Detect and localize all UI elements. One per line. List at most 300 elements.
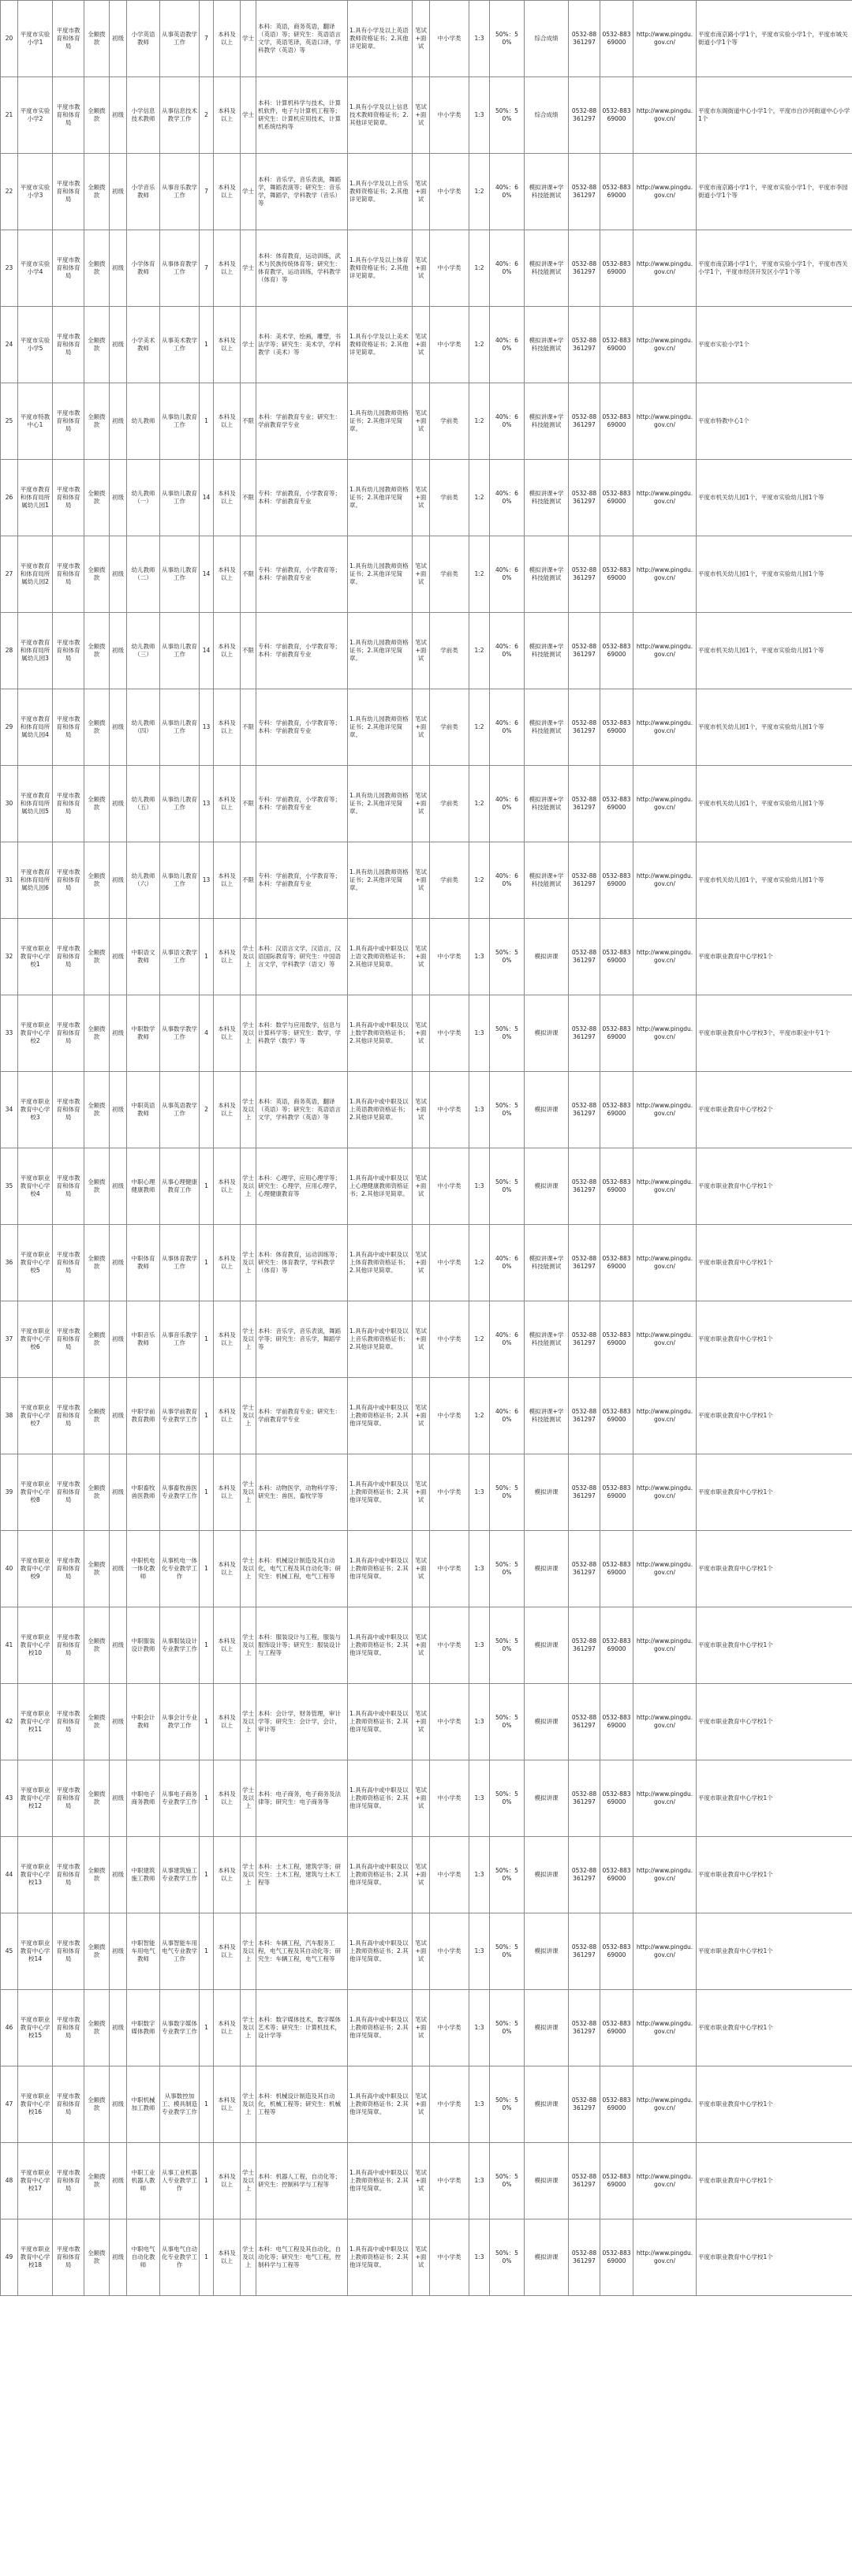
requirement-cell: 1.具有幼儿园教师资格证书；2.其他详见简章。 <box>348 383 413 460</box>
interview-ratio-cell: 1:2 <box>469 1225 490 1301</box>
website-cell: http://www.pingdu.gov.cn/ <box>633 1148 697 1225</box>
exam-category-cell: 学前类 <box>430 842 469 919</box>
major-cell: 本科：电子商务，电子商务及法律等；研究生：电子商务等 <box>256 1760 348 1837</box>
website-cell: http://www.pingdu.gov.cn/ <box>633 1837 697 1913</box>
supervise-phone-cell: 0532-88369000 <box>600 77 633 154</box>
funding-type-cell: 全额拨款 <box>84 1990 110 2066</box>
website-cell: http://www.pingdu.gov.cn/ <box>633 383 697 460</box>
education-cell: 本科及以上 <box>214 689 241 766</box>
post-level-cell: 初级 <box>110 536 127 613</box>
table-row <box>1 536 852 613</box>
website-cell: http://www.pingdu.gov.cn/ <box>633 1072 697 1148</box>
hiring-count-cell: 1 <box>200 1913 214 1990</box>
requirement-cell: 1.具有小学及以上美术教师资格证书；2.其他详见简章。 <box>348 307 413 383</box>
interview-ratio-cell: 1:2 <box>469 613 490 689</box>
score-weight-cell: 40%：60% <box>490 1225 525 1301</box>
degree-cell: 学士 <box>241 230 256 307</box>
consult-phone-cell: 0532-88361297 <box>569 1684 600 1760</box>
score-weight-cell: 50%：50% <box>490 1 525 77</box>
website-cell: http://www.pingdu.gov.cn/ <box>633 995 697 1072</box>
row-number-cell: 40 <box>1 1531 18 1607</box>
note-cell: 平度市特教中心1个 <box>697 383 852 460</box>
interview-mode-cell: 模拟讲课+学科技能测试 <box>525 230 569 307</box>
note-cell: 平度市职业教育中心学校1个 <box>697 1990 852 2066</box>
exam-category-cell: 中小学类 <box>430 2219 469 2296</box>
consult-phone-cell: 0532-88361297 <box>569 613 600 689</box>
hiring-count-cell: 4 <box>200 995 214 1072</box>
note-cell: 平度市机关幼儿园1个，平度市实验幼儿园1个等 <box>697 613 852 689</box>
exam-form-cell: 笔试+面试 <box>413 536 430 613</box>
exam-category-cell: 学前类 <box>430 383 469 460</box>
unit-name-cell: 平度市职业教育中心学校4 <box>18 1148 53 1225</box>
post-name-cell: 中职学前教育教师 <box>127 1378 160 1454</box>
post-level-cell: 初级 <box>110 1072 127 1148</box>
major-cell: 本科：英语，商务英语，翻译（英语）等；研究生：英语语言文学，英语笔译，英语口译，学科教学（英语）等 <box>256 1 348 77</box>
requirement-cell: 1.具有高中或中职及以上教师资格证书；2.其他详见简章。 <box>348 1990 413 2066</box>
funding-type-cell: 全额拨款 <box>84 460 110 536</box>
degree-cell: 学士及以上 <box>241 2143 256 2219</box>
hiring-count-cell: 1 <box>200 1454 214 1531</box>
post-name-cell: 中职音乐教师 <box>127 1301 160 1378</box>
exam-category-cell: 中小学类 <box>430 1607 469 1684</box>
note-cell: 平度市职业教育中心学校1个 <box>697 1531 852 1607</box>
table-row <box>1 919 852 995</box>
funding-type-cell: 全额拨款 <box>84 307 110 383</box>
department-cell: 平度市教育和体育局 <box>53 307 84 383</box>
education-cell: 本科及以上 <box>214 383 241 460</box>
score-weight-cell: 50%：50% <box>490 1072 525 1148</box>
note-cell: 平度市职业教育中心学校1个 <box>697 1225 852 1301</box>
major-cell: 本科：动物医学，动物科学等；研究生：兽医，畜牧学等 <box>256 1454 348 1531</box>
post-level-cell: 初级 <box>110 1 127 77</box>
exam-category-cell: 中小学类 <box>430 77 469 154</box>
website-cell: http://www.pingdu.gov.cn/ <box>633 460 697 536</box>
exam-category-cell: 中小学类 <box>430 1148 469 1225</box>
consult-phone-cell: 0532-88361297 <box>569 1301 600 1378</box>
consult-phone-cell: 0532-88361297 <box>569 77 600 154</box>
supervise-phone-cell: 0532-88369000 <box>600 766 633 842</box>
education-cell: 本科及以上 <box>214 1225 241 1301</box>
website-cell: http://www.pingdu.gov.cn/ <box>633 77 697 154</box>
supervise-phone-cell: 0532-88369000 <box>600 613 633 689</box>
hiring-count-cell: 1 <box>200 1837 214 1913</box>
education-cell: 本科及以上 <box>214 230 241 307</box>
supervise-phone-cell: 0532-88369000 <box>600 1378 633 1454</box>
consult-phone-cell: 0532-88361297 <box>569 995 600 1072</box>
row-number-cell: 45 <box>1 1913 18 1990</box>
score-weight-cell: 40%：60% <box>490 613 525 689</box>
post-duty-cell: 从事会计专业教学工作 <box>160 1684 200 1760</box>
website-cell: http://www.pingdu.gov.cn/ <box>633 689 697 766</box>
department-cell: 平度市教育和体育局 <box>53 536 84 613</box>
funding-type-cell: 全额拨款 <box>84 2066 110 2143</box>
post-duty-cell: 从事音乐教学工作 <box>160 1301 200 1378</box>
row-number-cell: 32 <box>1 919 18 995</box>
post-duty-cell: 从事语文教学工作 <box>160 919 200 995</box>
post-duty-cell: 从事电子商务专业教学工作 <box>160 1760 200 1837</box>
exam-form-cell: 笔试+面试 <box>413 842 430 919</box>
funding-type-cell: 全额拨款 <box>84 1607 110 1684</box>
degree-cell: 学士及以上 <box>241 2066 256 2143</box>
table-row <box>1 2219 852 2296</box>
post-duty-cell: 从事畜牧兽医专业教学工作 <box>160 1454 200 1531</box>
degree-cell: 学士及以上 <box>241 1148 256 1225</box>
score-weight-cell: 50%：50% <box>490 919 525 995</box>
interview-mode-cell: 模拟讲课 <box>525 1531 569 1607</box>
funding-type-cell: 全额拨款 <box>84 1531 110 1607</box>
exam-form-cell: 笔试+面试 <box>413 1148 430 1225</box>
funding-type-cell: 全额拨款 <box>84 2143 110 2219</box>
exam-category-cell: 学前类 <box>430 460 469 536</box>
degree-cell: 不限 <box>241 536 256 613</box>
table-row <box>1 77 852 154</box>
note-cell: 平度市机关幼儿园1个，平度市实验幼儿园1个等 <box>697 842 852 919</box>
interview-ratio-cell: 1:3 <box>469 1 490 77</box>
education-cell: 本科及以上 <box>214 2066 241 2143</box>
table-row <box>1 1913 852 1990</box>
degree-cell: 学士 <box>241 154 256 230</box>
unit-name-cell: 平度市职业教育中心学校17 <box>18 2143 53 2219</box>
interview-mode-cell: 模拟讲课 <box>525 1607 569 1684</box>
interview-mode-cell: 模拟讲课 <box>525 1072 569 1148</box>
department-cell: 平度市教育和体育局 <box>53 1684 84 1760</box>
unit-name-cell: 平度市职业教育中心学校3 <box>18 1072 53 1148</box>
score-weight-cell: 50%：50% <box>490 1684 525 1760</box>
post-level-cell: 初级 <box>110 1760 127 1837</box>
post-duty-cell: 从事智能车用电气专业教学工作 <box>160 1913 200 1990</box>
consult-phone-cell: 0532-88361297 <box>569 1531 600 1607</box>
row-number-cell: 30 <box>1 766 18 842</box>
exam-form-cell: 笔试+面试 <box>413 1531 430 1607</box>
department-cell: 平度市教育和体育局 <box>53 1760 84 1837</box>
education-cell: 本科及以上 <box>214 1913 241 1990</box>
post-level-cell: 初级 <box>110 230 127 307</box>
consult-phone-cell: 0532-88361297 <box>569 1378 600 1454</box>
post-duty-cell: 从事信息技术教学工作 <box>160 77 200 154</box>
note-cell: 平度市职业教育中心学校1个 <box>697 1760 852 1837</box>
consult-phone-cell: 0532-88361297 <box>569 383 600 460</box>
funding-type-cell: 全额拨款 <box>84 1225 110 1301</box>
funding-type-cell: 全额拨款 <box>84 689 110 766</box>
requirement-cell: 1.具有高中或中职及以上英语教师资格证书；2.其他详见简章。 <box>348 1072 413 1148</box>
post-level-cell: 初级 <box>110 307 127 383</box>
degree-cell: 学士及以上 <box>241 1684 256 1760</box>
post-name-cell: 幼儿教师（二） <box>127 536 160 613</box>
supervise-phone-cell: 0532-88369000 <box>600 1760 633 1837</box>
post-level-cell: 初级 <box>110 383 127 460</box>
department-cell: 平度市教育和体育局 <box>53 842 84 919</box>
note-cell: 平度市职业教育中心学校1个 <box>697 1148 852 1225</box>
major-cell: 本科：音乐学，音乐表演，舞蹈学等；研究生：音乐学，舞蹈学等 <box>256 1301 348 1378</box>
degree-cell: 学士及以上 <box>241 1378 256 1454</box>
consult-phone-cell: 0532-88361297 <box>569 154 600 230</box>
major-cell: 专科：学前教育，小学教育等；本科：学前教育专业 <box>256 766 348 842</box>
post-duty-cell: 从事幼儿教育工作 <box>160 842 200 919</box>
major-cell: 本科：机械设计制造及其自动化，机械工程等；研究生：机械工程等 <box>256 2066 348 2143</box>
department-cell: 平度市教育和体育局 <box>53 1225 84 1301</box>
unit-name-cell: 平度市实验小学4 <box>18 230 53 307</box>
interview-ratio-cell: 1:3 <box>469 1913 490 1990</box>
post-level-cell: 初级 <box>110 766 127 842</box>
consult-phone-cell: 0532-88361297 <box>569 1607 600 1684</box>
supervise-phone-cell: 0532-88369000 <box>600 383 633 460</box>
post-duty-cell: 从事心理健康教育工作 <box>160 1148 200 1225</box>
post-duty-cell: 从事服装设计专业教学工作 <box>160 1607 200 1684</box>
post-level-cell: 初级 <box>110 77 127 154</box>
major-cell: 本科：数学与应用数学，信息与计算科学等；研究生：数学，学科教学（数学）等 <box>256 995 348 1072</box>
website-cell: http://www.pingdu.gov.cn/ <box>633 1684 697 1760</box>
table-row <box>1 1990 852 2066</box>
interview-ratio-cell: 1:2 <box>469 536 490 613</box>
exam-category-cell: 中小学类 <box>430 1378 469 1454</box>
funding-type-cell: 全额拨款 <box>84 1684 110 1760</box>
requirement-cell: 1.具有高中或中职及以上教师资格证书；2.其他详见简章。 <box>348 2143 413 2219</box>
unit-name-cell: 平度市职业教育中心学校11 <box>18 1684 53 1760</box>
note-cell: 平度市机关幼儿园1个，平度市实验幼儿园1个等 <box>697 766 852 842</box>
post-name-cell: 中职畜牧兽医教师 <box>127 1454 160 1531</box>
unit-name-cell: 平度市职业教育中心学校9 <box>18 1531 53 1607</box>
score-weight-cell: 40%：60% <box>490 460 525 536</box>
exam-category-cell: 中小学类 <box>430 1531 469 1607</box>
interview-mode-cell: 模拟讲课 <box>525 1454 569 1531</box>
major-cell: 专科：学前教育，小学教育等；本科：学前教育专业 <box>256 842 348 919</box>
exam-form-cell: 笔试+面试 <box>413 154 430 230</box>
department-cell: 平度市教育和体育局 <box>53 1837 84 1913</box>
major-cell: 本科：心理学，应用心理学等；研究生：心理学，应用心理学，心理健康教育等 <box>256 1148 348 1225</box>
interview-mode-cell: 模拟讲课 <box>525 1760 569 1837</box>
exam-form-cell: 笔试+面试 <box>413 1990 430 2066</box>
post-level-cell: 初级 <box>110 1378 127 1454</box>
row-number-cell: 41 <box>1 1607 18 1684</box>
interview-mode-cell: 模拟讲课+学科技能测试 <box>525 536 569 613</box>
row-number-cell: 49 <box>1 2219 18 2296</box>
supervise-phone-cell: 0532-88369000 <box>600 995 633 1072</box>
unit-name-cell: 平度市实验小学2 <box>18 77 53 154</box>
unit-name-cell: 平度市职业教育中心学校12 <box>18 1760 53 1837</box>
hiring-count-cell: 1 <box>200 1148 214 1225</box>
hiring-count-cell: 2 <box>200 1072 214 1148</box>
interview-mode-cell: 模拟讲课 <box>525 2219 569 2296</box>
exam-category-cell: 中小学类 <box>430 1301 469 1378</box>
post-duty-cell: 从事工业机器人专业教学工作 <box>160 2143 200 2219</box>
exam-category-cell: 学前类 <box>430 536 469 613</box>
major-cell: 本科：美术学，绘画，雕塑，书法学等；研究生：美术学，学科教学（美术）等 <box>256 307 348 383</box>
interview-ratio-cell: 1:2 <box>469 383 490 460</box>
degree-cell: 学士 <box>241 307 256 383</box>
unit-name-cell: 平度市教育和体育局所属幼儿园1 <box>18 460 53 536</box>
requirement-cell: 1.具有幼儿园教师资格证书；2.其他详见简章。 <box>348 613 413 689</box>
requirement-cell: 1.具有小学及以上英语教师资格证书；2.其他详见简章。 <box>348 1 413 77</box>
website-cell: http://www.pingdu.gov.cn/ <box>633 1 697 77</box>
post-name-cell: 幼儿教师（四） <box>127 689 160 766</box>
interview-ratio-cell: 1:3 <box>469 1607 490 1684</box>
website-cell: http://www.pingdu.gov.cn/ <box>633 1454 697 1531</box>
post-name-cell: 小学信息技术教师 <box>127 77 160 154</box>
row-number-cell: 27 <box>1 536 18 613</box>
consult-phone-cell: 0532-88361297 <box>569 1990 600 2066</box>
row-number-cell: 46 <box>1 1990 18 2066</box>
education-cell: 本科及以上 <box>214 919 241 995</box>
major-cell: 专科：学前教育，小学教育等；本科：学前教育专业 <box>256 689 348 766</box>
funding-type-cell: 全额拨款 <box>84 77 110 154</box>
interview-mode-cell: 模拟讲课+学科技能测试 <box>525 1301 569 1378</box>
website-cell: http://www.pingdu.gov.cn/ <box>633 919 697 995</box>
interview-mode-cell: 模拟讲课 <box>525 1913 569 1990</box>
exam-form-cell: 笔试+面试 <box>413 383 430 460</box>
post-duty-cell: 从事英语教学工作 <box>160 1 200 77</box>
interview-mode-cell: 模拟讲课+学科技能测试 <box>525 842 569 919</box>
requirement-cell: 1.具有高中或中职及以上教师资格证书；2.其他详见简章。 <box>348 2066 413 2143</box>
funding-type-cell: 全额拨款 <box>84 1378 110 1454</box>
interview-ratio-cell: 1:3 <box>469 1990 490 2066</box>
degree-cell: 学士及以上 <box>241 1837 256 1913</box>
education-cell: 本科及以上 <box>214 1 241 77</box>
post-level-cell: 初级 <box>110 1531 127 1607</box>
requirement-cell: 1.具有幼儿园教师资格证书；2.其他详见简章。 <box>348 460 413 536</box>
department-cell: 平度市教育和体育局 <box>53 2066 84 2143</box>
website-cell: http://www.pingdu.gov.cn/ <box>633 1225 697 1301</box>
row-number-cell: 21 <box>1 77 18 154</box>
score-weight-cell: 40%：60% <box>490 766 525 842</box>
website-cell: http://www.pingdu.gov.cn/ <box>633 1760 697 1837</box>
post-name-cell: 中职英语教师 <box>127 1072 160 1148</box>
exam-form-cell: 笔试+面试 <box>413 1760 430 1837</box>
unit-name-cell: 平度市职业教育中心学校16 <box>18 2066 53 2143</box>
table-row <box>1 460 852 536</box>
post-name-cell: 中职数字媒体教师 <box>127 1990 160 2066</box>
department-cell: 平度市教育和体育局 <box>53 919 84 995</box>
consult-phone-cell: 0532-88361297 <box>569 2219 600 2296</box>
row-number-cell: 43 <box>1 1760 18 1837</box>
department-cell: 平度市教育和体育局 <box>53 2219 84 2296</box>
post-duty-cell: 从事数控加工、模具制造专业教学工作 <box>160 2066 200 2143</box>
requirement-cell: 1.具有幼儿园教师资格证书；2.其他详见简章。 <box>348 536 413 613</box>
requirement-cell: 1.具有小学及以上信息技术教师资格证书；2.其他详见简章。 <box>348 77 413 154</box>
consult-phone-cell: 0532-88361297 <box>569 689 600 766</box>
education-cell: 本科及以上 <box>214 1148 241 1225</box>
interview-ratio-cell: 1:3 <box>469 2066 490 2143</box>
hiring-count-cell: 1 <box>200 2219 214 2296</box>
score-weight-cell: 40%：60% <box>490 154 525 230</box>
department-cell: 平度市教育和体育局 <box>53 1990 84 2066</box>
major-cell: 专科：学前教育，小学教育等；本科：学前教育专业 <box>256 460 348 536</box>
hiring-count-cell: 13 <box>200 689 214 766</box>
funding-type-cell: 全额拨款 <box>84 1301 110 1378</box>
supervise-phone-cell: 0532-88369000 <box>600 460 633 536</box>
supervise-phone-cell: 0532-88369000 <box>600 1 633 77</box>
major-cell: 本科：计算机科学与技术，计算机软件，电子与计算机工程等；研究生：计算机应用技术，计算机系统结构等 <box>256 77 348 154</box>
interview-mode-cell: 模拟讲课+学科技能测试 <box>525 689 569 766</box>
major-cell: 本科：音乐学，音乐表演，舞蹈学，舞蹈表演等；研究生：音乐学，舞蹈学，学科教学（音乐）等 <box>256 154 348 230</box>
consult-phone-cell: 0532-88361297 <box>569 536 600 613</box>
exam-form-cell: 笔试+面试 <box>413 1454 430 1531</box>
website-cell: http://www.pingdu.gov.cn/ <box>633 2219 697 2296</box>
interview-ratio-cell: 1:3 <box>469 1072 490 1148</box>
interview-mode-cell: 模拟讲课 <box>525 2066 569 2143</box>
department-cell: 平度市教育和体育局 <box>53 1913 84 1990</box>
interview-mode-cell: 模拟讲课+学科技能测试 <box>525 460 569 536</box>
department-cell: 平度市教育和体育局 <box>53 2143 84 2219</box>
consult-phone-cell: 0532-88361297 <box>569 1760 600 1837</box>
post-duty-cell: 从事体育教学工作 <box>160 230 200 307</box>
supervise-phone-cell: 0532-88369000 <box>600 1225 633 1301</box>
exam-form-cell: 笔试+面试 <box>413 995 430 1072</box>
department-cell: 平度市教育和体育局 <box>53 460 84 536</box>
supervise-phone-cell: 0532-88369000 <box>600 536 633 613</box>
row-number-cell: 38 <box>1 1378 18 1454</box>
unit-name-cell: 平度市职业教育中心学校14 <box>18 1913 53 1990</box>
score-weight-cell: 50%：50% <box>490 1531 525 1607</box>
website-cell: http://www.pingdu.gov.cn/ <box>633 1531 697 1607</box>
education-cell: 本科及以上 <box>214 1531 241 1607</box>
post-level-cell: 初级 <box>110 2219 127 2296</box>
unit-name-cell: 平度市特教中心1 <box>18 383 53 460</box>
post-level-cell: 初级 <box>110 1225 127 1301</box>
post-duty-cell: 从事数学教学工作 <box>160 995 200 1072</box>
note-cell: 平度市东阁街道中心小学1个，平度市白沙河街道中心小学1个 <box>697 77 852 154</box>
degree-cell: 不限 <box>241 766 256 842</box>
unit-name-cell: 平度市职业教育中心学校18 <box>18 2219 53 2296</box>
funding-type-cell: 全额拨款 <box>84 154 110 230</box>
exam-category-cell: 中小学类 <box>430 995 469 1072</box>
funding-type-cell: 全额拨款 <box>84 1913 110 1990</box>
score-weight-cell: 50%：50% <box>490 2143 525 2219</box>
degree-cell: 不限 <box>241 842 256 919</box>
table-row <box>1 995 852 1072</box>
post-level-cell: 初级 <box>110 2143 127 2219</box>
major-cell: 本科：学前教育专业；研究生：学前教育学专业 <box>256 1378 348 1454</box>
hiring-count-cell: 7 <box>200 230 214 307</box>
row-number-cell: 36 <box>1 1225 18 1301</box>
post-name-cell: 小学英语教师 <box>127 1 160 77</box>
row-number-cell: 22 <box>1 154 18 230</box>
post-duty-cell: 从事数字媒体专业教学工作 <box>160 1990 200 2066</box>
education-cell: 本科及以上 <box>214 460 241 536</box>
post-name-cell: 小学美术教师 <box>127 307 160 383</box>
exam-form-cell: 笔试+面试 <box>413 1837 430 1913</box>
education-cell: 本科及以上 <box>214 1301 241 1378</box>
note-cell: 平度市机关幼儿园1个，平度市实验幼儿园1个等 <box>697 536 852 613</box>
note-cell: 平度市实验小学1个 <box>697 307 852 383</box>
website-cell: http://www.pingdu.gov.cn/ <box>633 2066 697 2143</box>
department-cell: 平度市教育和体育局 <box>53 1 84 77</box>
supervise-phone-cell: 0532-88369000 <box>600 1607 633 1684</box>
interview-mode-cell: 模拟讲课 <box>525 1684 569 1760</box>
score-weight-cell: 50%：50% <box>490 1913 525 1990</box>
supervise-phone-cell: 0532-88369000 <box>600 1990 633 2066</box>
hiring-count-cell: 13 <box>200 766 214 842</box>
education-cell: 本科及以上 <box>214 1760 241 1837</box>
supervise-phone-cell: 0532-88369000 <box>600 2066 633 2143</box>
supervise-phone-cell: 0532-88369000 <box>600 1837 633 1913</box>
website-cell: http://www.pingdu.gov.cn/ <box>633 307 697 383</box>
post-name-cell: 中职建筑施工教师 <box>127 1837 160 1913</box>
hiring-count-cell: 1 <box>200 1760 214 1837</box>
note-cell: 平度市机关幼儿园1个，平度市实验幼儿园1个等 <box>697 689 852 766</box>
hiring-count-cell: 1 <box>200 1301 214 1378</box>
interview-mode-cell: 模拟讲课 <box>525 1148 569 1225</box>
department-cell: 平度市教育和体育局 <box>53 995 84 1072</box>
requirement-cell: 1.具有高中或中职及以上教师资格证书；2.其他详见简章。 <box>348 1837 413 1913</box>
major-cell: 本科：车辆工程，汽车服务工程，电气工程及其自动化等；研究生：车辆工程，电气工程等 <box>256 1913 348 1990</box>
supervise-phone-cell: 0532-88369000 <box>600 307 633 383</box>
note-cell: 平度市职业教育中心学校1个 <box>697 1684 852 1760</box>
unit-name-cell: 平度市实验小学1 <box>18 1 53 77</box>
requirement-cell: 1.具有小学及以上体育教师资格证书；2.其他详见简章。 <box>348 230 413 307</box>
website-cell: http://www.pingdu.gov.cn/ <box>633 613 697 689</box>
interview-mode-cell: 模拟讲课+学科技能测试 <box>525 383 569 460</box>
interview-mode-cell: 模拟讲课 <box>525 1990 569 2066</box>
